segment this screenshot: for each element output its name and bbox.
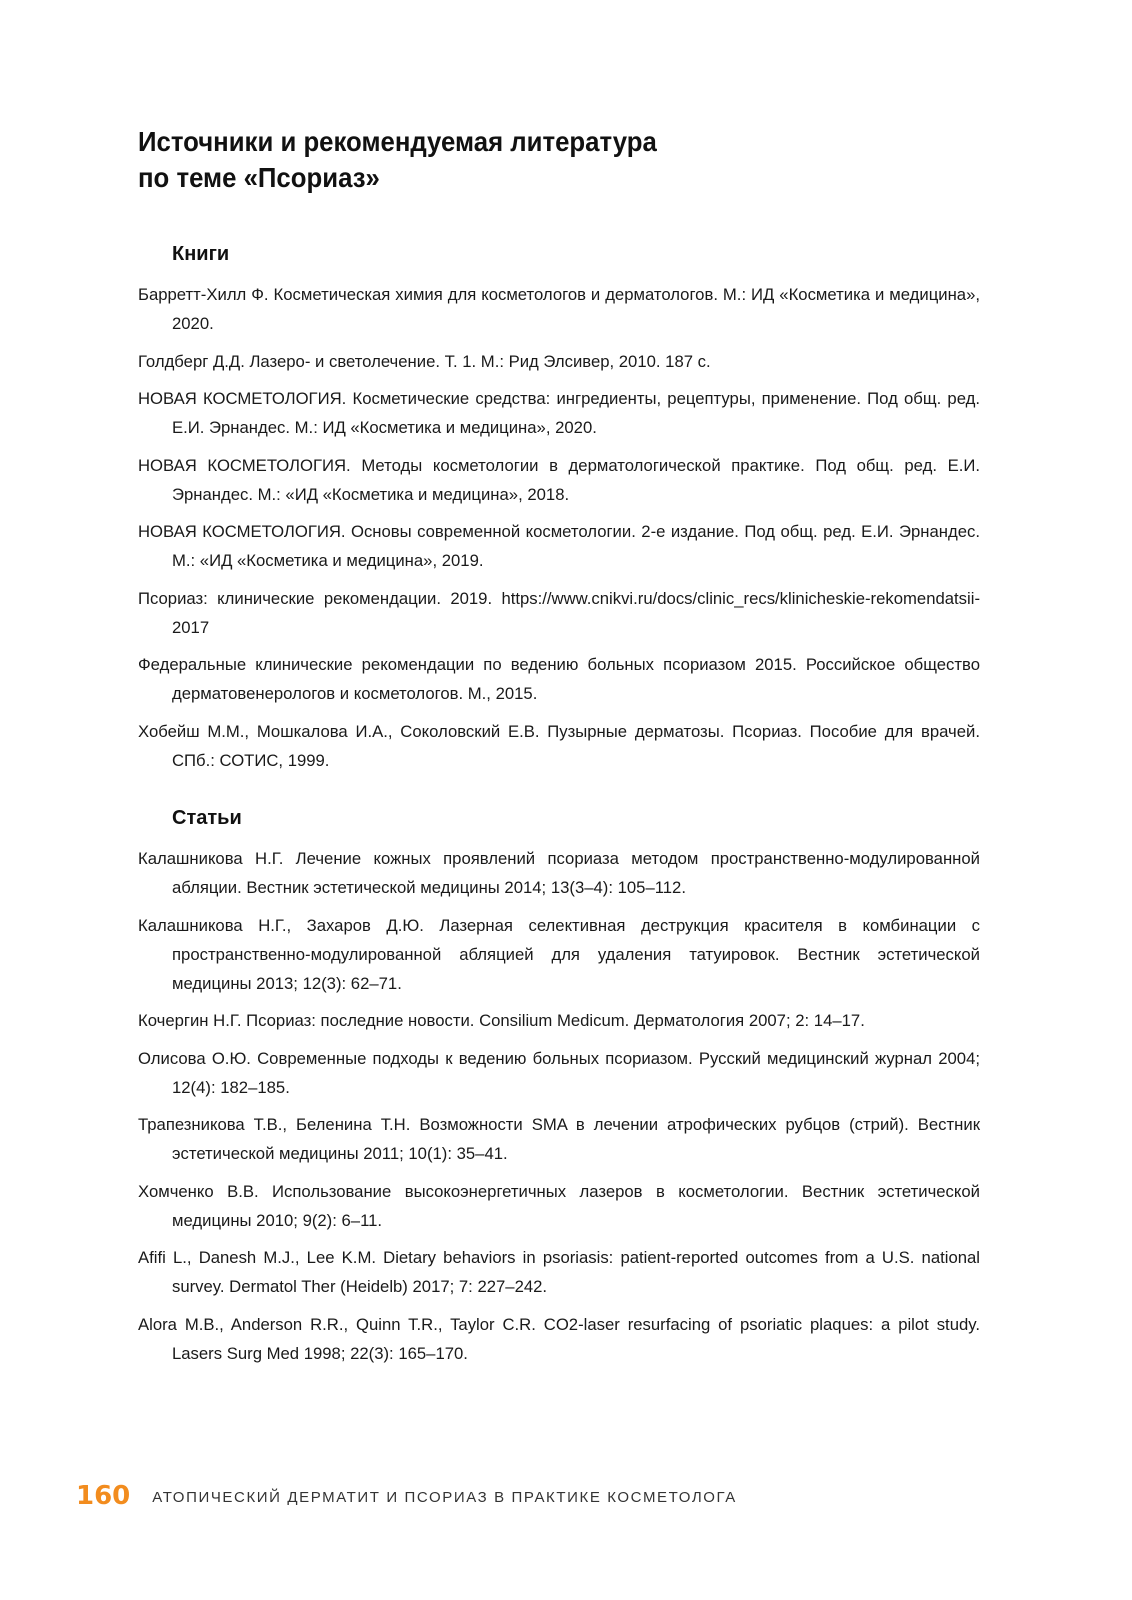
book-reference: Барретт-Хилл Ф. Косметическая химия для косметологов и дерматологов. М.: ИД «Косметика и медицина», 2020. bbox=[138, 285, 980, 333]
page-number: 160 bbox=[76, 1481, 131, 1511]
book-reference: Голдберг Д.Д. Лазеро- и светолечение. Т. 1. М.: Рид Элсивер, 2010. 187 с. bbox=[138, 351, 711, 371]
article-reference: Олисова О.Ю. Современные подходы к ведению больных псориазом. Русский медицинский журнал 2004; 12(4): 182–185. bbox=[138, 1048, 980, 1097]
book-reference: Федеральные клинические рекомендации по ведению больных псориазом 2015. Российское общество дерматовенерологов и косметологов. М., 2015. bbox=[138, 655, 980, 703]
article-reference: Хомченко В.В. Использование высокоэнергетичных лазеров в косметологии. Вестник эстетической медицины 2010; 9(2): 6–11. bbox=[138, 1181, 980, 1230]
page-title-line-1: Источники и рекомендуемая литература bbox=[138, 126, 657, 157]
page-title bbox=[138, 124, 837, 196]
book-reference: НОВАЯ КОСМЕТОЛОГИЯ. Методы косметологии в дерматологической практике. Под общ. ред. Е.И. Эрнандес. М.: «ИД «Косметика и медицина», 2018. bbox=[138, 455, 980, 504]
article-reference: Калашникова Н.Г. Лечение кожных проявлений псориаза методом пространственно-модулированной абляции. Вестник эстетической медицины 2014; 13(3–4): 105–112. bbox=[138, 849, 980, 897]
page-footer bbox=[76, 1478, 737, 1514]
books-list bbox=[138, 280, 980, 775]
book-reference: НОВАЯ КОСМЕТОЛОГИЯ. Косметические средства: ингредиенты, рецептуры, применение. Под общ. ред. Е.И. Эрнандес. М.: ИД «Косметика и медицина», 2020. bbox=[138, 389, 980, 437]
articles-list bbox=[138, 844, 980, 1368]
page-title-line-2: по теме «Псориаз» bbox=[138, 162, 380, 193]
article-reference: Afifi L., Danesh M.J., Lee K.M. Dietary behaviors in psoriasis: patient-reported outcomes from a U.S. national survey. Dermatol Ther (Heidelb) 2017; 7: 227–242. bbox=[138, 1248, 980, 1296]
article-reference: Кочергин Н.Г. Псориаз: последние новости. Consilium Medicum. Дерматология 2007; 2: 14–17. bbox=[138, 1011, 865, 1030]
book-reference: НОВАЯ КОСМЕТОЛОГИЯ. Основы современной косметологии. 2-е издание. Под общ. ред. Е.И. Эрнандес. М.: «ИД «Косметика и медицина», 2019. bbox=[138, 522, 980, 570]
book-reference-with-link: Псориаз: клинические рекомендации. 2019. https://www.cnikvi.ru/docs/clinic_recs/klinicheskie-rekomendatsii-2017 bbox=[138, 588, 980, 637]
books-section bbox=[138, 240, 980, 783]
articles-section bbox=[138, 804, 980, 1376]
article-reference: Калашникова Н.Г., Захаров Д.Ю. Лазерная селективная деструкция красителя в комбинации с пространственно-модулированной абляцией для удаления татуировок. Вестник эстетической медицины 2013; 12(3): 62–71. bbox=[138, 915, 980, 993]
running-title: АТОПИЧЕСКИЙ ДЕРМАТИТ И ПСОРИАЗ В ПРАКТИКЕ КОСМЕТОЛОГА bbox=[152, 1489, 737, 1506]
articles-heading: Статьи bbox=[172, 807, 242, 829]
book-reference: Хобейш М.М., Мошкалова И.А., Соколовский Е.В. Пузырные дерматозы. Псориаз. Пособие для врачей. СПб.: СОТИС, 1999. bbox=[138, 721, 980, 770]
article-reference: Alora M.B., Anderson R.R., Quinn T.R., Taylor C.R. CO2-laser resurfacing of psoriatic plaques: a pilot study. Lasers Surg Med 1998; 22(3): 165–170. bbox=[138, 1314, 980, 1363]
books-heading: Книги bbox=[172, 243, 230, 265]
article-reference: Трапезникова Т.В., Беленина Т.Н. Возможности SMA в лечении атрофических рубцов (стрий). Вестник эстетической медицины 2011; 10(1): 35–41. bbox=[138, 1115, 980, 1163]
